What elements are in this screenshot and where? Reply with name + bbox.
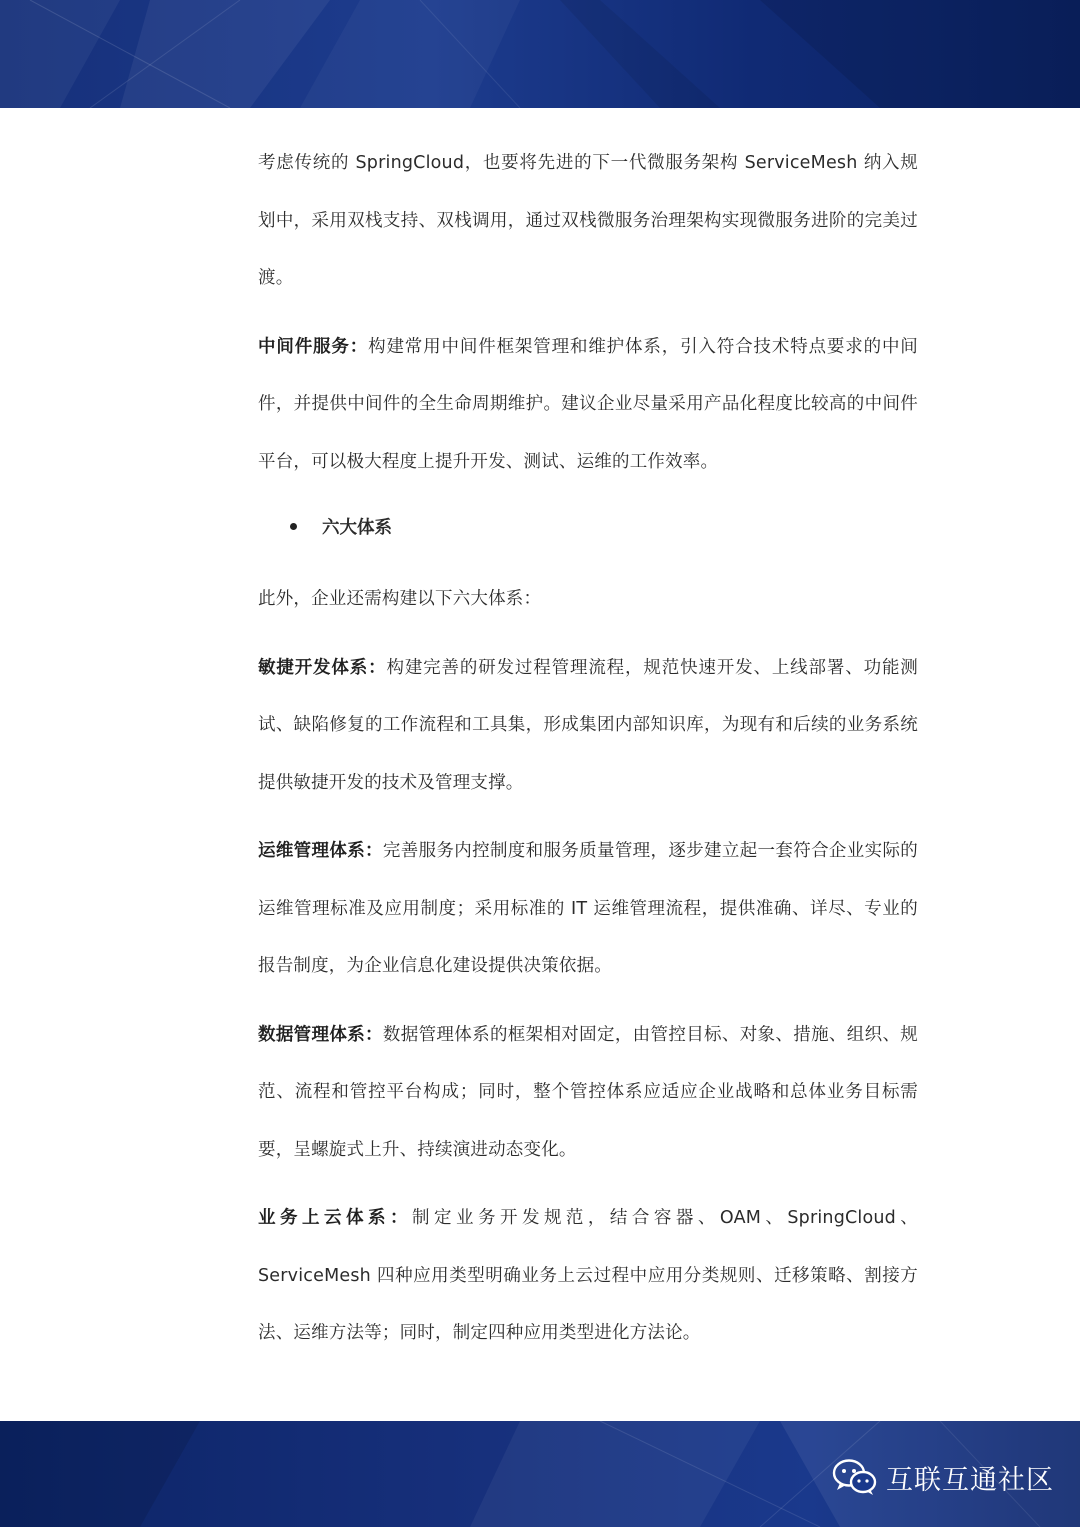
text-agile: 构建完善的研发过程管理流程，规范快速开发、上线部署、功能测试、缺陷修复的工作流程和工具集，形成集团内部知识库，为现有和后续的业务系统提供敏捷开发的技术及管理支撑。 xyxy=(258,657,918,793)
paragraph-data xyxy=(258,1007,918,1180)
paragraph-agile xyxy=(258,640,918,813)
header-architecture-pattern xyxy=(0,0,1080,108)
text-middleware: 构建常用中间件框架管理和维护体系，引入符合技术特点要求的中间件，并提供中间件的全生命周期维护。建议企业尽量采用产品化程度比较高的中间件平台，可以极大程度上提升开发、测试、运维的工作效率。 xyxy=(258,336,918,472)
wechat-icon xyxy=(832,1457,878,1497)
paragraph-cloud xyxy=(258,1190,918,1363)
term-ops: 运维管理体系： xyxy=(258,841,383,861)
paragraph-six-systems-intro: 此外，企业还需构建以下六大体系： xyxy=(258,589,542,609)
term-middleware: 中间件服务： xyxy=(258,336,369,357)
term-cloud: 业务上云体系： xyxy=(258,1208,412,1228)
text-ops: 完善服务内控制度和服务质量管理，逐步建立起一套符合企业实际的运维管理标准及应用制度；采用标准的 IT 运维管理流程，提供准确、详尽、专业的报告制度，为企业信息化建设提供决策依据。 xyxy=(258,841,918,976)
text-cloud: 制定业务开发规范，结合容器、OAM、SpringCloud、ServiceMesh 四种应用类型明确业务上云过程中应用分类规则、迁移策略、割接方法、运维方法等；同时，制定四种应用类型进化方法论。 xyxy=(258,1208,918,1343)
header-banner xyxy=(0,0,1080,108)
brand-watermark xyxy=(832,1455,1054,1499)
term-agile: 敏捷开发体系： xyxy=(258,657,387,678)
article-body xyxy=(258,135,918,1374)
paragraph-middleware xyxy=(258,319,918,492)
bullet-icon xyxy=(290,523,297,530)
brand-name: 互联互通社区 xyxy=(886,1464,1054,1496)
paragraph-intro: 考虑传统的 SpringCloud，也要将先进的下一代微服务架构 ServiceMesh 纳入规划中，采用双栈支持、双栈调用，通过双栈微服务治理架构实现微服务进阶的完美过渡。 xyxy=(258,153,918,288)
text-data: 数据管理体系的框架相对固定，由管控目标、对象、措施、组织、规范、流程和管控平台构成；同时，整个管控体系应适应企业战略和总体业务目标需要，呈螺旋式上升、持续演进动态变化。 xyxy=(258,1024,918,1160)
term-data: 数据管理体系： xyxy=(258,1024,383,1045)
section-heading: 六大体系 xyxy=(322,518,392,538)
paragraph-ops xyxy=(258,823,918,996)
section-bullet xyxy=(258,502,918,554)
